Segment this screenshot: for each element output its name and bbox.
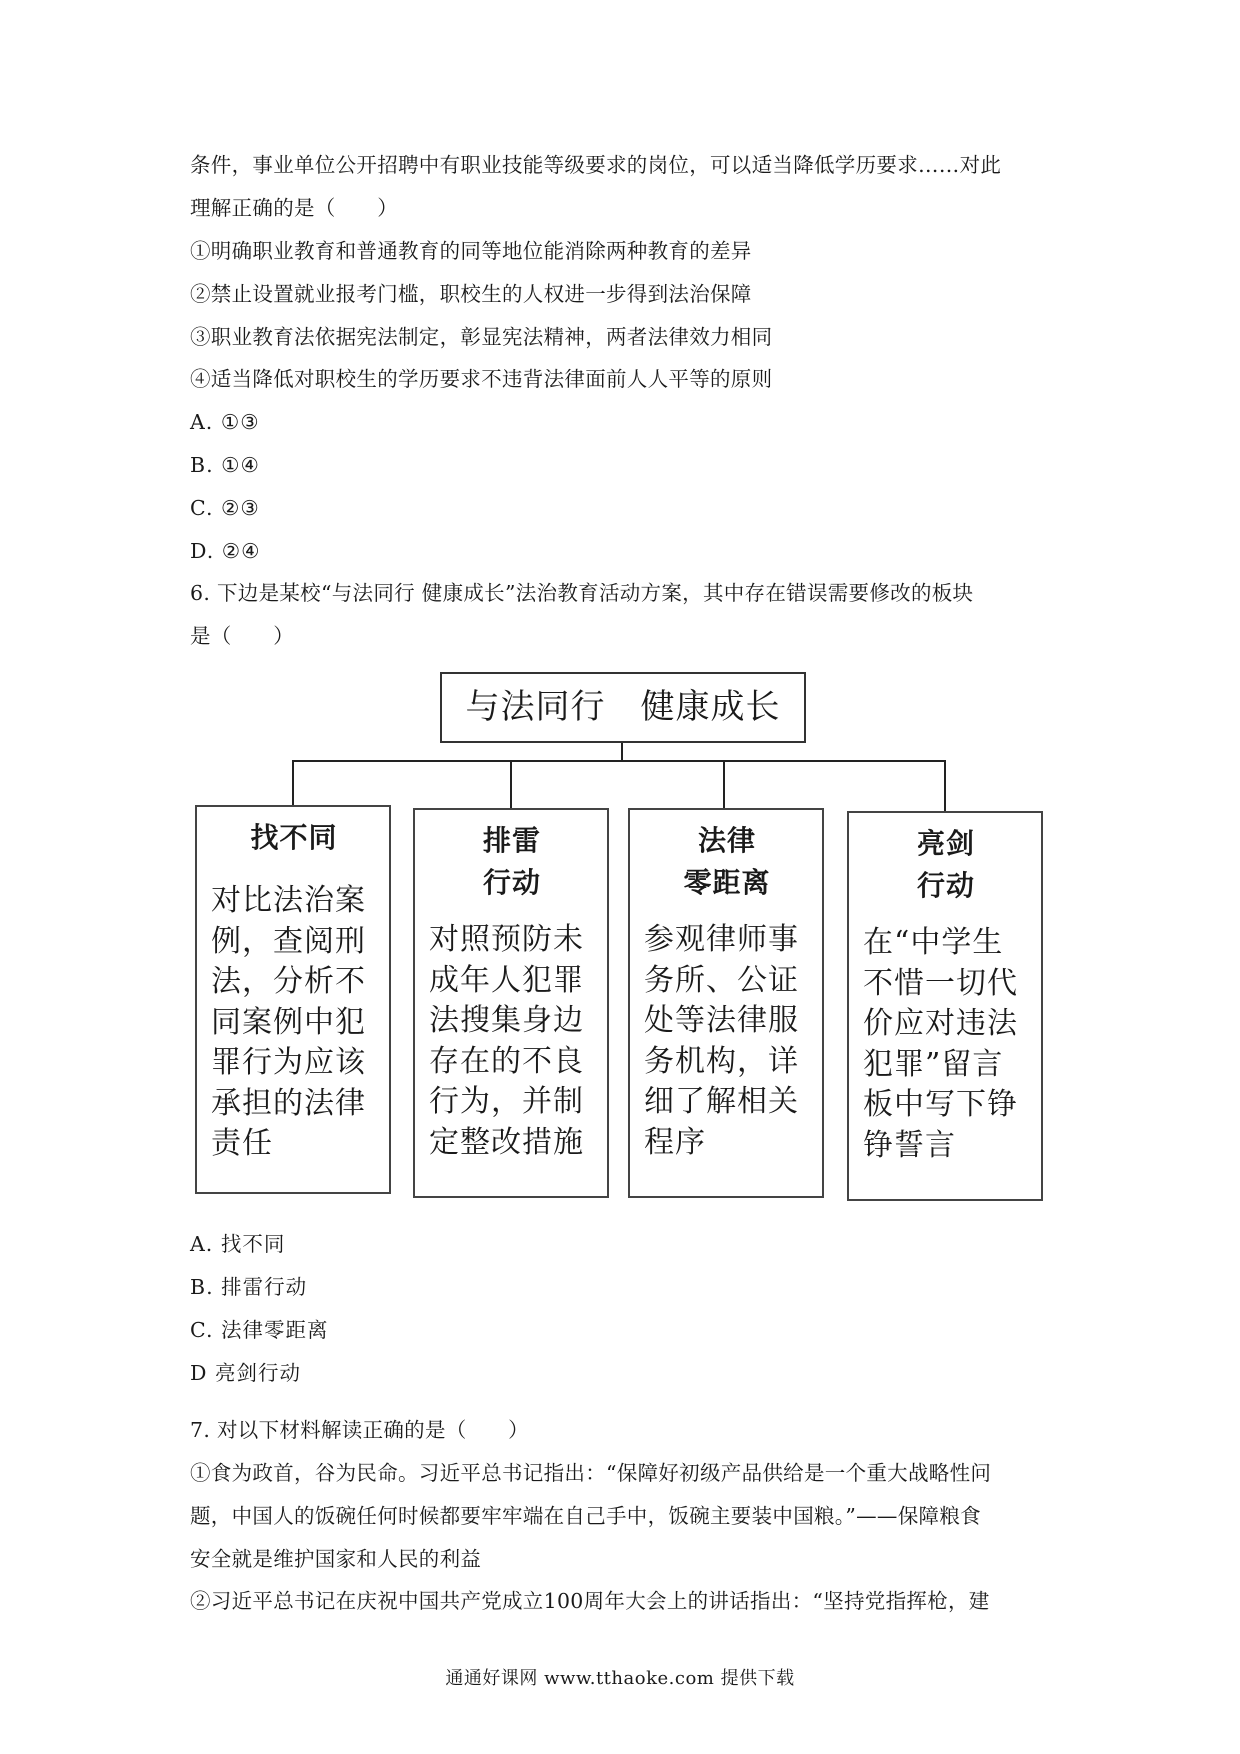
box-body-line: 责任 (211, 1126, 273, 1161)
box-body-line: 法，分析不 (211, 964, 366, 999)
q5-option-b: B. ①④ (190, 453, 260, 477)
q5-option-a: A. ①③ (190, 410, 260, 434)
connector-line (723, 760, 725, 810)
q6-stem-line: 是（ ） (190, 624, 294, 648)
box-body-line: 务机构，详 (644, 1043, 799, 1079)
connector-line (944, 760, 946, 813)
box-body-line: 处等法律服 (644, 1003, 799, 1038)
q6-stem-line: 6. 下边是某校“与法同行 健康成长”法治教育活动方案，其中存在错误需要修改的板块 (190, 581, 974, 605)
q5-stem-line: 理解正确的是（ ） (190, 196, 398, 220)
box-title (429, 820, 595, 904)
q7-material-line: 安全就是维护国家和人民的利益 (190, 1547, 482, 1571)
q6-option-c: C. 法律零距离 (190, 1318, 329, 1342)
q7-material-line: ①食为政首，谷为民命。习近平总书记指出：“保障好初级产品供给是一个重大战略性问 (190, 1461, 992, 1485)
box-title-line: 行动 (916, 869, 975, 902)
q6-option-a: A. 找不同 (190, 1232, 286, 1256)
q5-statement: ④适当降低对职校生的学历要求不违背法律面前人人平等的原则 (190, 367, 773, 391)
box-title-line: 零距离 (683, 866, 771, 899)
box-title-line: 排雷 (482, 824, 541, 857)
connector-line (510, 760, 512, 810)
box-body-line: 存在的不良 (429, 1043, 584, 1079)
box-body-line: 犯罪”留言 (863, 1046, 1004, 1082)
box-body-line: 板中写下铮 (863, 1087, 1018, 1122)
activity-box-show-sword (847, 811, 1043, 1201)
q5-option-c: C. ②③ (190, 496, 260, 520)
connector-line (621, 743, 623, 762)
q5-statement: ③职业教育法依据宪法制定，彰显宪法精神，两者法律效力相同 (190, 325, 773, 349)
box-title-line: 找不同 (250, 821, 338, 854)
box-title-line: 亮剑 (916, 827, 975, 860)
box-body-line: 定整改措施 (429, 1124, 584, 1160)
box-title (863, 823, 1029, 907)
box-body-line: 价应对违法 (863, 1006, 1018, 1041)
box-body-line: 对比法治案 (211, 883, 366, 918)
q7-stem: 7. 对以下材料解读正确的是（ ） (190, 1418, 529, 1442)
page-footer: 通通好课网 www.tthaoke.com 提供下载 (445, 1668, 795, 1689)
box-title-line: 法律 (697, 824, 756, 857)
box-title-line: 行动 (482, 866, 541, 899)
q6-option-b: B. 排雷行动 (190, 1275, 308, 1299)
connector-line (292, 760, 294, 807)
box-body (644, 920, 810, 1163)
box-body-line: 承担的法律 (211, 1085, 366, 1121)
box-body-line: 罪行为应该 (211, 1045, 366, 1080)
box-body-line: 法搜集身边 (429, 1003, 584, 1038)
box-body-line: 同案例中犯 (211, 1004, 366, 1040)
activity-box-find-differences (195, 805, 391, 1194)
box-body (211, 881, 377, 1165)
q5-option-d: D. ②④ (190, 539, 261, 563)
box-body-line: 务所、公证 (644, 962, 799, 998)
box-title (644, 820, 810, 904)
q5-statement: ①明确职业教育和普通教育的同等地位能消除两种教育的差异 (190, 239, 752, 263)
box-body-line: 不惜一切代 (863, 965, 1018, 1001)
box-body-line: 例，查阅刑 (211, 923, 366, 959)
box-body-line: 铮誓言 (863, 1127, 956, 1163)
box-body-line: 在“中学生 (863, 925, 1004, 960)
activity-box-law-zero-distance (628, 808, 824, 1198)
q5-stem-line: 条件，事业单位公开招聘中有职业技能等级要求的岗位，可以适当降低学历要求……对此 (190, 153, 1002, 177)
diagram-title-box: 与法同行 健康成长 (440, 672, 806, 743)
connector-line (292, 760, 946, 762)
q5-statement: ②禁止设置就业报考门槛，职校生的人权进一步得到法治保障 (190, 282, 752, 306)
box-body-line: 行为，并制 (429, 1084, 584, 1119)
q6-option-d: D 亮剑行动 (190, 1361, 301, 1385)
q7-material-line: 题，中国人的饭碗任何时候都要牢牢端在自己手中，饭碗主要装中国粮。”——保障粮食 (190, 1504, 981, 1528)
box-body-line: 细了解相关 (644, 1084, 799, 1119)
box-body-line: 对照预防未 (429, 922, 584, 957)
box-body (429, 920, 595, 1163)
box-body-line: 成年人犯罪 (429, 962, 584, 998)
box-body (863, 923, 1029, 1166)
box-body-line: 程序 (644, 1124, 706, 1160)
q7-material-line: ②习近平总书记在庆祝中国共产党成立100周年大会上的讲话指出：“坚持党指挥枪，建 (190, 1589, 990, 1613)
box-body-line: 参观律师事 (644, 922, 799, 957)
activity-box-mine-clearing (413, 808, 609, 1198)
box-title (211, 817, 377, 859)
